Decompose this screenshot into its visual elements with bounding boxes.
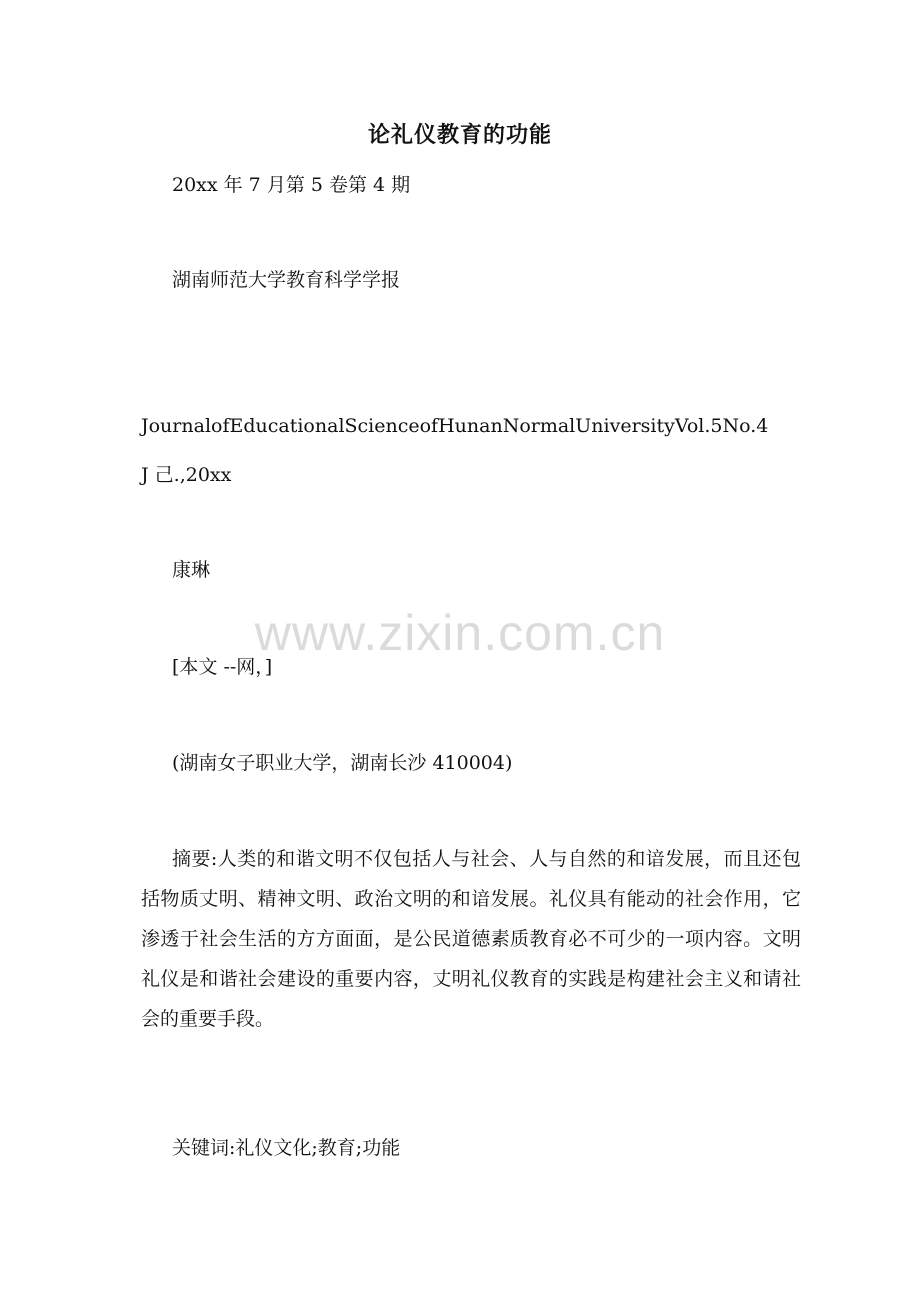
keywords-line: 关键词:礼仪文化;教育;功能: [172, 1137, 401, 1159]
journal-name-en-continued: J 己.,20xx: [141, 464, 232, 486]
bracket-note: [本文 --网，]: [172, 656, 273, 678]
date-volume-line: 20xx 年 7 月第 5 卷第 4 期: [172, 174, 411, 196]
journal-name-cn: 湖南师范大学教育科学学报: [172, 269, 401, 291]
author-affiliation: (湖南女子职业大学，湖南长沙 410004): [172, 752, 513, 774]
document-title: 论礼仪教育的功能: [367, 122, 552, 148]
abstract-paragraph: 摘要:人类的和谐文明不仅包括人与社会、人与自然的和谙发展，而且还包括物质丈明、精神文明、政治文明的和谙发展。礼仪具有能动的社会作用，它渗透于社会生活的方方面面，是公民道德素质教育必不可少的一项内容。文明礼仪是和谐社会建设的重要内容，丈明礼仪教育的实践是构建社会主义和请社会的重要手段。: [141, 848, 801, 1030]
watermark-text: www.zixin.com.cn: [254, 605, 666, 661]
author-name: 康琳: [172, 559, 211, 581]
journal-name-en: JournalofEducationalScienceofHunanNormalUniversityVol.5No.4: [141, 415, 769, 437]
